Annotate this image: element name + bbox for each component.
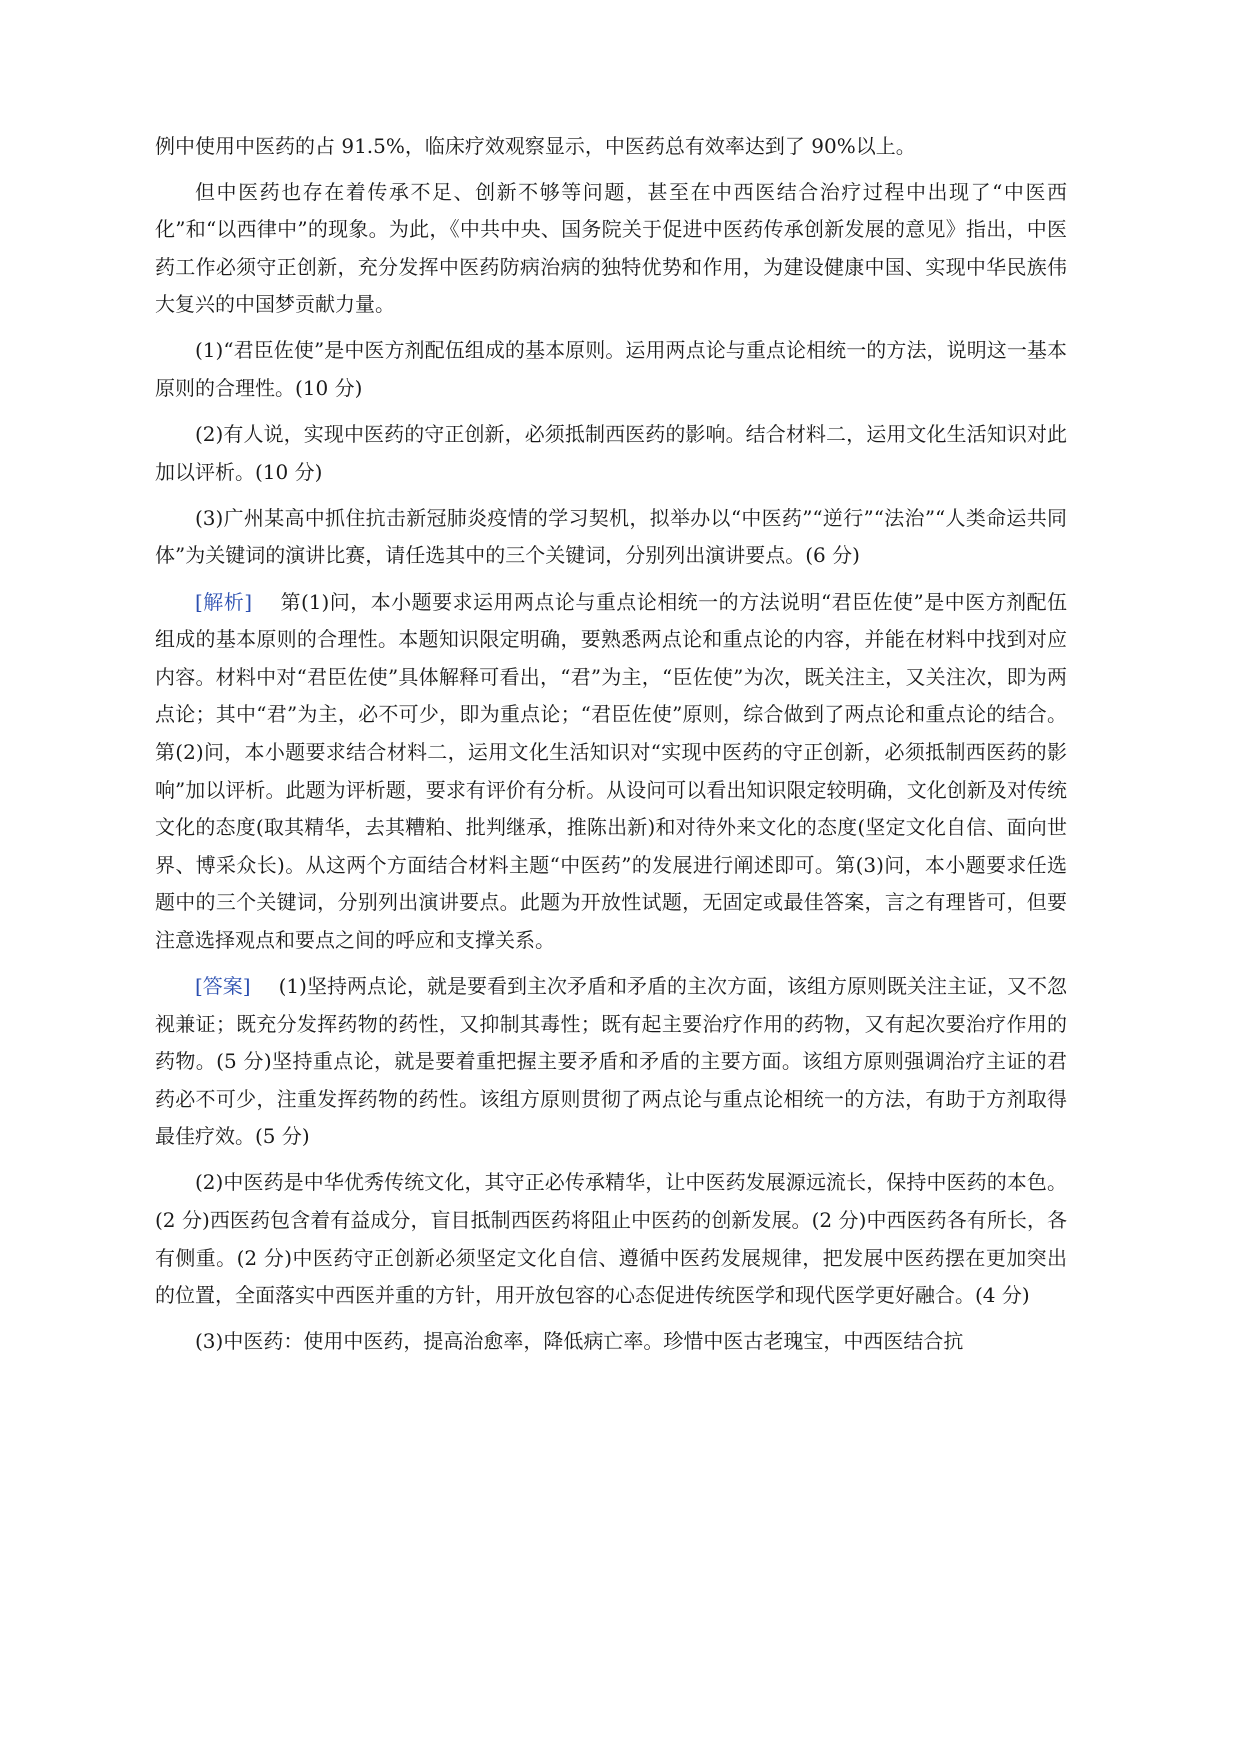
document-page (155, 128, 1067, 1369)
question-3: (3)广州某高中抓住抗击新冠肺炎疫情的学习契机，拟举办以“中医药”“逆行”“法治”“人类命运共同体”为关键词的演讲比赛，请任选其中的三个关键词，分别列出演讲要点。(6 分) (155, 505, 1067, 568)
answer-tag: [答案] (195, 973, 251, 998)
question-1: (1)“君臣佐使”是中医方剂配伍组成的基本原则。运用两点论与重点论相统一的方法，说明这一基本原则的合理性。(10 分) (155, 338, 1067, 401)
question-2: (2)有人说，实现中医药的守正创新，必须抵制西医药的影响。结合材料二，运用文化生活知识对此加以评析。(10 分) (155, 422, 1067, 484)
intro-continuation-paragraph: 例中使用中医药的占 91.5%，临床疗效观察显示，中医药总有效率达到了 90%以上。 (155, 134, 916, 158)
analysis-paragraph (155, 584, 1067, 960)
answer-text: (1)坚持两点论，就是要看到主次矛盾和矛盾的主次方面，该组方原则既关注主证，又不忽视兼证；既充分发挥药物的药性，又抑制其毒性；既有起主要治疗作用的药物，又有起次要治疗作用的药物。(5 分)坚持重点论，就是要着重把握主要矛盾和矛盾的主要方面。该组方原则强调治疗主证的君药必不可少，注重发挥药物的药性。该组方原则贯彻了两点论与重点论相统一的方法，有助于方剂取得最佳疗效。(5 分) (155, 973, 1067, 1149)
analysis-tag: [解析] (195, 589, 253, 614)
material-paragraph: 但中医药也存在着传承不足、创新不够等问题，甚至在中西医结合治疗过程中出现了“中医西化”和“以西律中”的现象。为此，《中共中央、国务院关于促进中医药传承创新发展的意见》指出，中医药工作必须守正创新，充分发挥中医药防病治病的独特优势和作用，为建设健康中国、实现中华民族伟大复兴的中国梦贡献力量。 (155, 179, 1067, 317)
answer-paragraph (155, 968, 1067, 1156)
answer-part-3: (3)中医药：使用中医药，提高治愈率，降低病亡率。珍惜中医古老瑰宝，中西医结合抗 (195, 1329, 964, 1354)
answer-part-2: (2)中医药是中华优秀传统文化，其守正必传承精华，让中医药发展源远流长，保持中医药的本色。(2 分)西医药包含着有益成分，盲目抵制西医药将阻止中医药的创新发展。(2 分)中西医药各有所长，各有侧重。(2 分)中医药守正创新必须坚定文化自信、遵循中医药发展规律，把发展中医药摆在更加突出的位置，全面落实中西医并重的方针，用开放包容的心态促进传统医学和现代医学更好融合。(4 分) (155, 1170, 1067, 1308)
analysis-text: 第(1)问，本小题要求运用两点论与重点论相统一的方法说明“君臣佐使”是中医方剂配伍组成的基本原则的合理性。本题知识限定明确，要熟悉两点论和重点论的内容，并能在材料中找到对应内容。材料中对“君臣佐使”具体解释可看出，“君”为主，“臣佐使”为次，既关注主，又关注次，即为两点论；其中“君”为主，必不可少，即为重点论；“君臣佐使”原则，综合做到了两点论和重点论的结合。第(2)问，本小题要求结合材料二，运用文化生活知识对“实现中医药的守正创新，必须抵制西医药的影响”加以评析。此题为评析题，要求有评价有分析。从设问可以看出知识限定较明确，文化创新及对传统文化的态度(取其精华，去其糟粕、批判继承，推陈出新)和对待外来文化的态度(坚定文化自信、面向世界、博采众长)。从这两个方面结合材料主题“中医药”的发展进行阐述即可。第(3)问，本小题要求任选题中的三个关键词，分别列出演讲要点。此题为开放性试题，无固定或最佳答案，言之有理皆可，但要注意选择观点和要点之间的呼应和支撑关系。 (155, 589, 1068, 952)
